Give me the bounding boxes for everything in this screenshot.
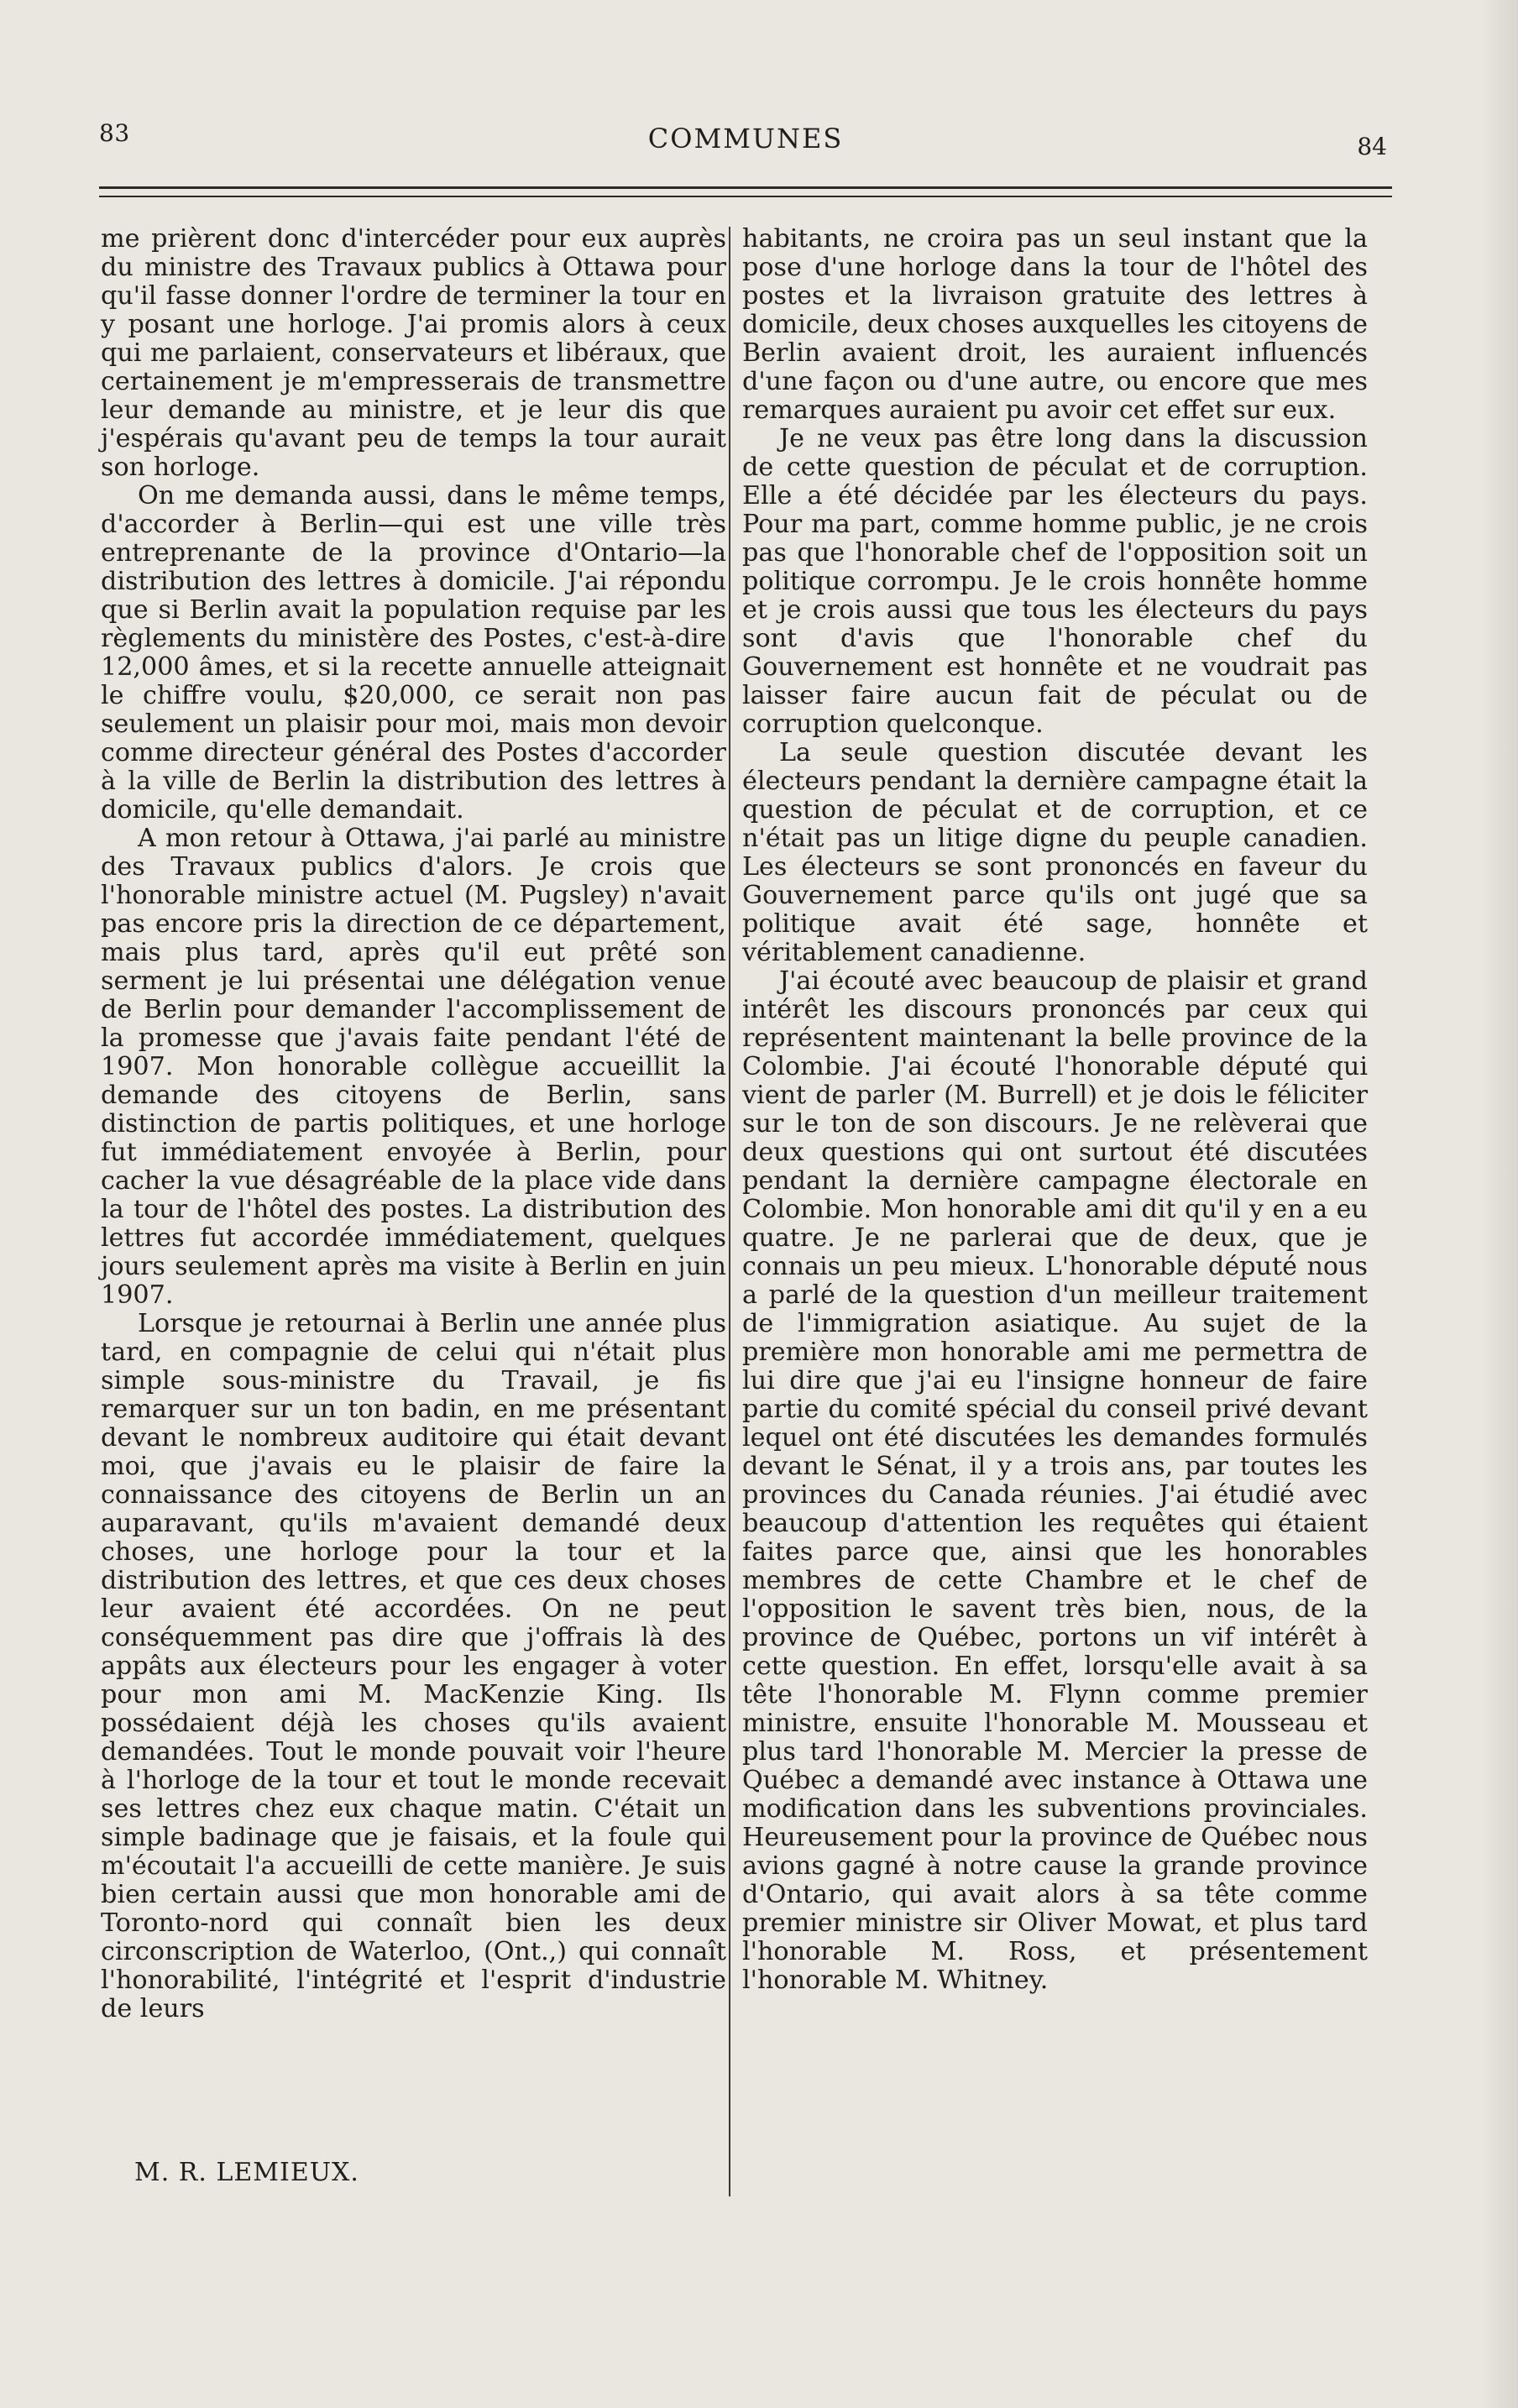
right-paragraph-4: J'ai écouté avec beaucoup de plaisir et grand intérêt les discours prononcés par ceux qui représentent maintenant la belle province de la Colombie. J'ai écouté l'honorable député qui vient de parler (M. Burrell) et je dois le féliciter sur le ton de son discours. Je ne relèverai que deux questions qui ont surtout été discutées pendant la dernière campagne électorale en Colombie. Mon honorable ami dit qu'il y en a eu quatre. Je ne parlerai que de deux, que je connais un peu mieux. L'honorable député nous a parlé de la question d'un meilleur traitement de l'immigration asiatique. Au sujet de la première mon honorable ami me permettra de lui dire que j'ai eu l'insigne honneur de faire partie du comité spécial du conseil privé devant lequel ont été discutées les demandes formulés devant le Sénat, il y a trois ans, par toutes les provinces du Canada réunies. J'ai étudié avec beaucoup d'attention les requêtes qui étaient faites parce que, ainsi que les honorables membres de cette Chambre et le chef de l'opposition le savent très bien, nous, de la province de Québec, portons un vif intérêt à cette question. En effet, lorsqu'elle avait à sa tête l'honorable M. Flynn comme premier ministre, ensuite l'honorable M. Mousseau et plus tard l'honorable M. Mercier la presse de Québec a demandé avec instance à Ottawa une modification dans les subventions provinciales. Heureusement pour la province de Québec nous avions gagné à notre cause la grande province d'Ontario, qui avait alors à sa tête comme premier ministre sir Oliver Mowat, et plus tard l'honorable M. Ross, et présentement l'honorable M. Whitney. [742,966,1368,1995]
right-page-number: 84 [1357,133,1387,160]
left-paragraph-4: Lorsque je retournai à Berlin une année plus tard, en compagnie de celui qui n'était plus simple sous-ministre du Travail, je fis remarquer sur un ton badin, en me présentant devant le nombreux auditoire qui était devant moi, que j'avais eu le plaisir de faire la connaissance des citoyens de Berlin un an auparavant, qu'ils m'avaient demandé deux choses, une horloge pour la tour et la distribution des lettres, et que ces deux choses leur avaient été accordées. On ne peut conséquemment pas dire que j'offrais là des appâts aux électeurs pour les engager à voter pour mon ami M. MacKenzie King. Ils possédaient déjà les choses qu'ils avaient demandées. Tout le monde pouvait voir l'heure à l'horloge de la tour et tout le monde recevait ses lettres chez eux chaque matin. C'était un simple badinage que je faisais, et la foule qui m'écoutait l'a accueilli de cette manière. Je suis bien certain aussi que mon honorable ami de Toronto-nord qui connaît bien les deux circonscription de Waterloo, (Ont.,) qui connaît l'honorabilité, l'intégrité et l'esprit d'industrie de leurs [101,1309,726,2023]
left-column [101,225,726,2023]
right-paragraph-2: Je ne veux pas être long dans la discussion de cette question de péculat et de corruption. Elle a été décidée par les électeurs du pays. Pour ma part, comme homme public, je ne crois pas que l'honorable chef de l'opposition soit un politique corrompu. Je le crois honnête homme et je crois aussi que tous les électeurs du pays sont d'avis que l'honorable chef du Gouvernement est honnête et ne voudrait pas laisser faire aucun fait de péculat ou de corruption quelconque. [742,424,1368,739]
left-page-number: 83 [99,119,130,147]
right-column [742,225,1368,1995]
header-rule-bottom [99,196,1392,197]
right-paragraph-3: La seule question discutée devant les électeurs pendant la dernière campagne était la question de péculat et de corruption, et ce n'était pas un litige digne du peuple canadien. Les électeurs se sont prononcés en faveur du Gouvernement parce qu'ils ont jugé que sa politique avait été sage, honnête et véritablement canadienne. [742,738,1368,967]
left-paragraph-3: A mon retour à Ottawa, j'ai parlé au ministre des Travaux publics d'alors. Je crois que l'honorable ministre actuel (M. Pugsley) n'avait pas encore pris la direction de ce département, mais plus tard, après qu'il eut prêté son serment je lui présentai une délégation venue de Berlin pour demander l'accomplissement de la promesse que j'avais faite pendant l'été de 1907. Mon honorable collègue accueillit la demande des citoyens de Berlin, sans distinction de partis politiques, et une horloge fut immédiatement envoyée à Berlin, pour cacher la vue désagréable de la place vide dans la tour de l'hôtel des postes. La distribution des lettres fut accordée immédiatement, quelques jours seulement après ma visite à Berlin en juin 1907. [101,824,726,1310]
page-header [99,116,1392,166]
running-title: COMMUNES [647,123,844,154]
header-rule-top [99,186,1392,189]
page-edge [1479,0,1518,2408]
left-paragraph-2: On me demanda aussi, dans le même temps, d'accorder à Berlin—qui est une ville très entreprenante de la province d'Ontario—la distribution des lettres à domicile. J'ai répondu que si Berlin avait la population requise par les règlements du ministère des Postes, c'est-à-dire 12,000 âmes, et si la recette annuelle atteignait le chiffre voulu, $20,000, ce serait non pas seulement un plaisir pour moi, mais mon devoir comme directeur général des Postes d'accorder à la ville de Berlin la distribution des lettres à domicile, qu'elle demandait. [101,481,726,824]
right-paragraph-1: habitants, ne croira pas un seul instant que la pose d'une horloge dans la tour de l'hôtel des postes et la livraison gratuite des lettres à domicile, deux choses auxquelles les citoyens de Berlin avaient droit, les auraient influencés d'une façon ou d'une autre, ou encore que mes remarques auraient pu avoir cet effet sur eux. [742,224,1368,425]
left-paragraph-1: me prièrent donc d'intercéder pour eux auprès du ministre des Travaux publics à Ottawa pour qu'il fasse donner l'ordre de terminer la tour en y posant une horloge. J'ai promis alors à ceux qui me parlaient, conservateurs et libéraux, que certainement je m'empresserais de transmettre leur demande au ministre, et je leur dis que j'espérais qu'avant peu de temps la tour aurait son horloge. [101,224,726,482]
column-divider [729,227,730,2196]
speaker-signature: M. R. LEMIEUX. [134,2158,359,2187]
